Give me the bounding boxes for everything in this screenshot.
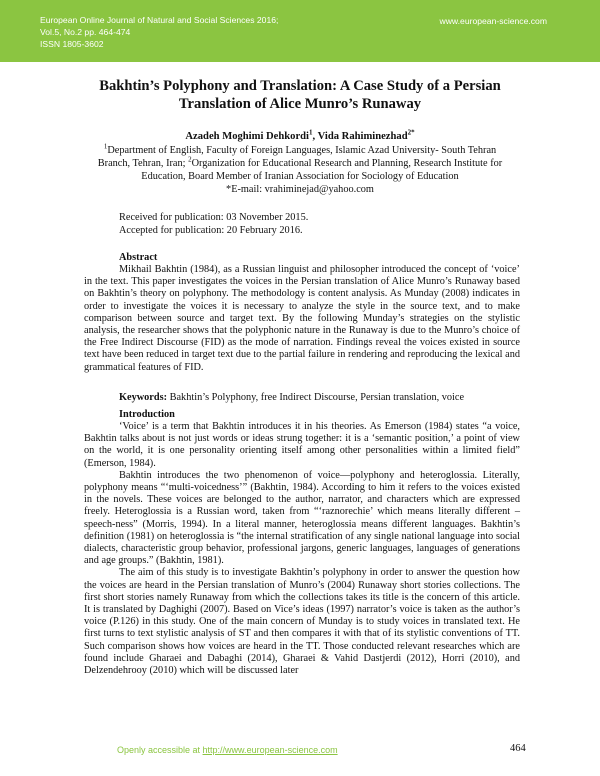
aff-2-mark: 2	[188, 155, 192, 164]
received-date: Received for publication: 03 November 2015.	[119, 212, 309, 223]
author-1-mark: 1	[309, 128, 313, 137]
abstract-body	[84, 264, 520, 374]
author-1: Azadeh Moghimi Dehkordi	[185, 131, 310, 142]
intro-paragraph-2: Bakhtin introduces the two phenomenon of voice—polyphony and heteroglossia. Literally, polyphony means “‘multi-voicedness’” (Bakhtin, 1984). According to him it refers to the voices existed in the novels. These voices are belonged to the author, narrator, and characters which are expressed freely. Heteroglossia is a Russian word, taken from “‘raznorechie’ which means literally different – speech-ness” (Morris, 1994). In a literal manner, heteroglossia means different languages. Bakhtin’s definition (1981) on heteroglossia is “the internal stratification of any single national language into social dialects, characteristic group behavior, professional jargons, generic languages, languages of generations and age groups.” (Bakhtin, 1981).	[84, 469, 520, 567]
paper-title	[60, 77, 540, 113]
journal-issn: ISSN 1805-3602	[40, 39, 104, 49]
journal-website[interactable]: www.european-science.com	[439, 16, 547, 26]
publication-dates	[119, 211, 308, 237]
author-list	[60, 128, 540, 142]
keywords-list: Bakhtin’s Polyphony, free Indirect Discourse, Persian translation, voice	[167, 392, 465, 403]
journal-volume: Vol.5, No.2 pp. 464-474	[40, 27, 131, 37]
corresponding-email: *E-mail: vrahiminejad@yahoo.com	[226, 184, 374, 195]
accepted-date: Accepted for publication: 20 February 2016.	[119, 225, 303, 236]
footer-link[interactable]: http://www.european-science.com	[202, 745, 338, 755]
footer-access-note	[117, 745, 338, 755]
page-number: 464	[510, 743, 526, 754]
title-line-2: Translation of Alice Munro’s Runaway	[178, 96, 422, 112]
keywords	[119, 392, 464, 403]
introduction-heading: Introduction	[119, 409, 175, 420]
footer-prefix: Openly accessible at	[117, 745, 203, 755]
author-2-mark: 2*	[407, 128, 415, 137]
journal-name: European Online Journal of Natural and Social Sciences 2016;	[40, 15, 279, 25]
abstract-text: Mikhail Bakhtin (1984), as a Russian linguist and philosopher introduced the concept of ‘voice’ in the text. This paper investigates the voices in the Persian translation of Alice Munro’s Runaway based on Bakhtin’s theory on polyphony. The methodology is content analysis. As Munday (2008) indicates in order to investigate the voices it is necessary to analyze the style in the source text, and to make comparison between source and target text. By the following Munday’s strategies on the stylistic analysis, the researcher shows that the polyphonic nature in the Runaway is due to the Munro’s choice of the Free Indirect Discourse (FID) as the mode of narration. Findings reveal the voices existed in source text have been reduced in target text due to the partial failure in rendering and reproducing the lexical and grammatical features of FID.	[84, 264, 520, 373]
author-2: Vida Rahiminezhad	[317, 131, 408, 142]
introduction-body	[84, 421, 520, 677]
keywords-label: Keywords:	[119, 392, 168, 403]
affiliation-2: Organization for Educational Research and Planning, Research Institute for Education, Board Member of Iranian Association for Sociology of Education	[141, 158, 503, 182]
intro-paragraph-1: ‘Voice’ is a term that Bakhtin introduces it in his theories. As Emerson (1984) states “a voice, Bakhtin talks about is not just words or ideas strung together: it is a ‘semantic position,’ a point of view on the world, it is one personality orienting itself among other personalities within a limited field” (Emerson, 1984).	[84, 421, 520, 469]
abstract-heading: Abstract	[119, 252, 158, 263]
intro-paragraph-3: The aim of this study is to investigate Bakhtin’s polyphony in order to answer the question how the voices are heard in the Persian translation of Munro’s (2004) Runaway short stories collections. The first short stories namely Runaway from which the collections takes its title is the concern of this article. It is translated by Daghighi (2007). Based on Vice’s ideas (1997) narrator’s voice is taken as the author’s voice (P.126) in this study. One of the main concern of Munday is to study voices in translated text. He first turns to text stylistic analysis of ST and then compares it with that of its stylistic conventions of TT. Such comparison shows how voices are heard in the TT. Those conducted relevant researches which are found include Gharaei and Dabaghi (2014), Gharaei & Vahid Dastjerdi (2012), Horri (2010), and Delzendehrooy (2010) which will be discussed later	[84, 567, 520, 677]
affiliations	[90, 144, 510, 196]
author-separator: ,	[312, 131, 318, 142]
aff-1-mark: 1	[103, 142, 108, 151]
affiliation-1: Department of English, Faculty of Foreign Languages, Islamic Azad University- South Tehran Branch, Tehran, Iran;	[97, 145, 497, 169]
title-line-1: Bakhtin’s Polyphony and Translation: A Case Study of a Persian	[99, 78, 501, 94]
